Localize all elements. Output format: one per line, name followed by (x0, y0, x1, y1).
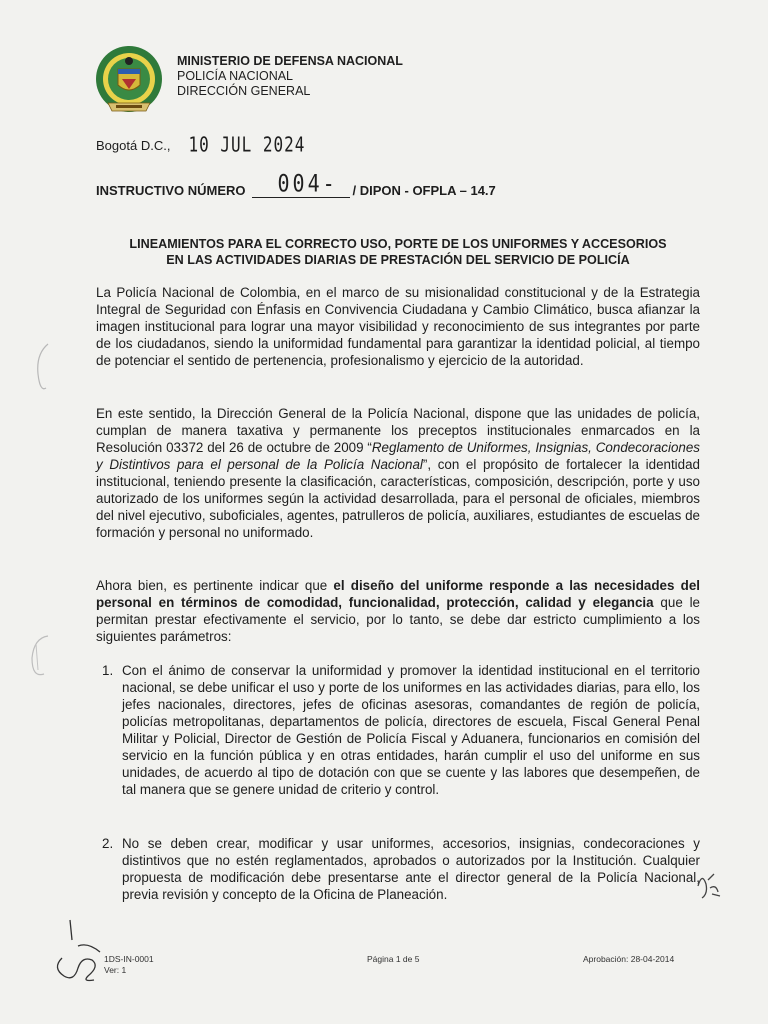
direction-name: DIRECCIÓN GENERAL (177, 84, 311, 98)
paragraph-2 (96, 405, 700, 541)
instructive-number: 004- (277, 168, 338, 198)
police-seal-logo (94, 43, 164, 119)
footer-version: Ver: 1 (104, 965, 127, 975)
footer-document-code (104, 954, 154, 976)
footer-code: 1DS-IN-0001 (104, 954, 154, 964)
institution-header (177, 54, 403, 99)
paragraph-3-text-b: que le permitan prestar efectivamente el servicio, por lo tanto, se debe dar estricto cumplimiento a los siguientes parámetros: (96, 595, 700, 644)
list-item-text: Con el ánimo de conservar la uniformidad y promover la identidad institucional en el territorio nacional, se debe unificar el uso y porte de los uniformes en las actividades diarias, para ello, los jefes nacionales, directores, jefes de oficinas asesoras, comandantes de región de policía, policías metropolitanas, departamentos de policía, directores de escuela, Fiscal General Penal Militar y Policial, Director de Gestión de Policía Fiscal y Aduanera, funcionarios en comisión del servicio en la función pública y en otras entidades, harán cumplir el uso del uniforme en sus unidades, de acuerdo al tipo de dotación con que se cuente y las labores que desempeñen, de tal manera que se genere unidad de criterio y control. (122, 663, 700, 797)
paragraph-2-text-a: En este sentido, la Dirección General de la Policía Nacional, dispone que las unidades de policía, cumplan de manera taxativa y permanente los preceptos institucionales enmarcados en la Resolución 03372 del 26 de octubre de 2009 “ (96, 406, 700, 455)
instructive-line (96, 168, 496, 198)
title-line-1: LINEAMIENTOS PARA EL CORRECTO USO, PORTE DE LOS UNIFORMES Y ACCESORIOS (129, 237, 667, 251)
document-title (96, 236, 700, 268)
title-line-2: EN LAS ACTIVIDADES DIARIAS DE PRESTACIÓN DEL SERVICIO DE POLICÍA (166, 253, 630, 267)
ministry-name: MINISTERIO DE DEFENSA NACIONAL (177, 54, 403, 68)
footer-approval-date: Aprobación: 28-04-2014 (583, 954, 675, 964)
paragraph-3 (96, 577, 700, 645)
list-item (102, 835, 700, 903)
date-line (96, 132, 306, 157)
paragraph-2-resolution-title: Reglamento de Uniformes, Insignias, Condecoraciones y Distintivos para el personal de la Policía Nacional (96, 440, 700, 472)
margin-pencil-mark (22, 630, 56, 686)
list-item-text: No se deben crear, modificar y usar uniformes, accesorios, insignias, condecoraciones y distintivos que no estén reglamentados, aprobados o autorizados por la Institución. Cualquier propuesta de modificación debe presentarse ante el director general de la Policía Nacional, previa revisión y concepto de la Oficina de Planeación. (122, 836, 700, 902)
paragraph-3-text-a: Ahora bien, es pertinente indicar que (96, 578, 334, 593)
instructive-suffix: / DIPON - OFPLA – 14.7 (352, 183, 496, 198)
instructive-number-blank (252, 168, 350, 198)
date-place: Bogotá D.C., (96, 138, 171, 153)
paragraph-3-bold: el diseño del uniforme responde a las necesidades del personal en términos de comodidad, funcionalidad, protección, calidad y elegancia (96, 578, 700, 610)
footer-page-number: Página 1 de 5 (367, 954, 420, 964)
date-stamp: 10 JUL 2024 (188, 132, 306, 157)
paragraph-2-text-b: ”, con el propósito de fortalecer la identidad institucional, teniendo presente la clasificación, características, composición, descripción, porte y uso autorizado de los uniformes según la actividad desarrollada, para el personal de oficiales, miembros del nivel ejecutivo, suboficiales, agentes, patrulleros de policía, auxiliares, estudiantes de escuelas de formación y personal no uniformado. (96, 457, 700, 540)
instructive-label: INSTRUCTIVO NÚMERO (96, 183, 246, 198)
list-item-number: 2. (102, 836, 114, 851)
list-item (102, 662, 700, 798)
list-item-number: 1. (102, 663, 114, 678)
police-name: POLICÍA NACIONAL (177, 69, 294, 83)
margin-pencil-mark (28, 340, 58, 400)
paragraph-1: La Policía Nacional de Colombia, en el marco de su misionalidad constitucional y de la Estrategia Integral de Seguridad con Énfasis en Convivencia Ciudadana y Cambio Climático, busca afianzar la imagen institucional para lograr una mayor visibilidad y reconocimiento de sus integrantes por parte de los ciudadanos, siendo la uniformidad fundamental para garantizar la identidad policial, al tiempo de potenciar el sentido de pertenencia, profesionalismo y ejercicio de la autoridad. (96, 285, 700, 368)
initials-signature (692, 866, 724, 906)
